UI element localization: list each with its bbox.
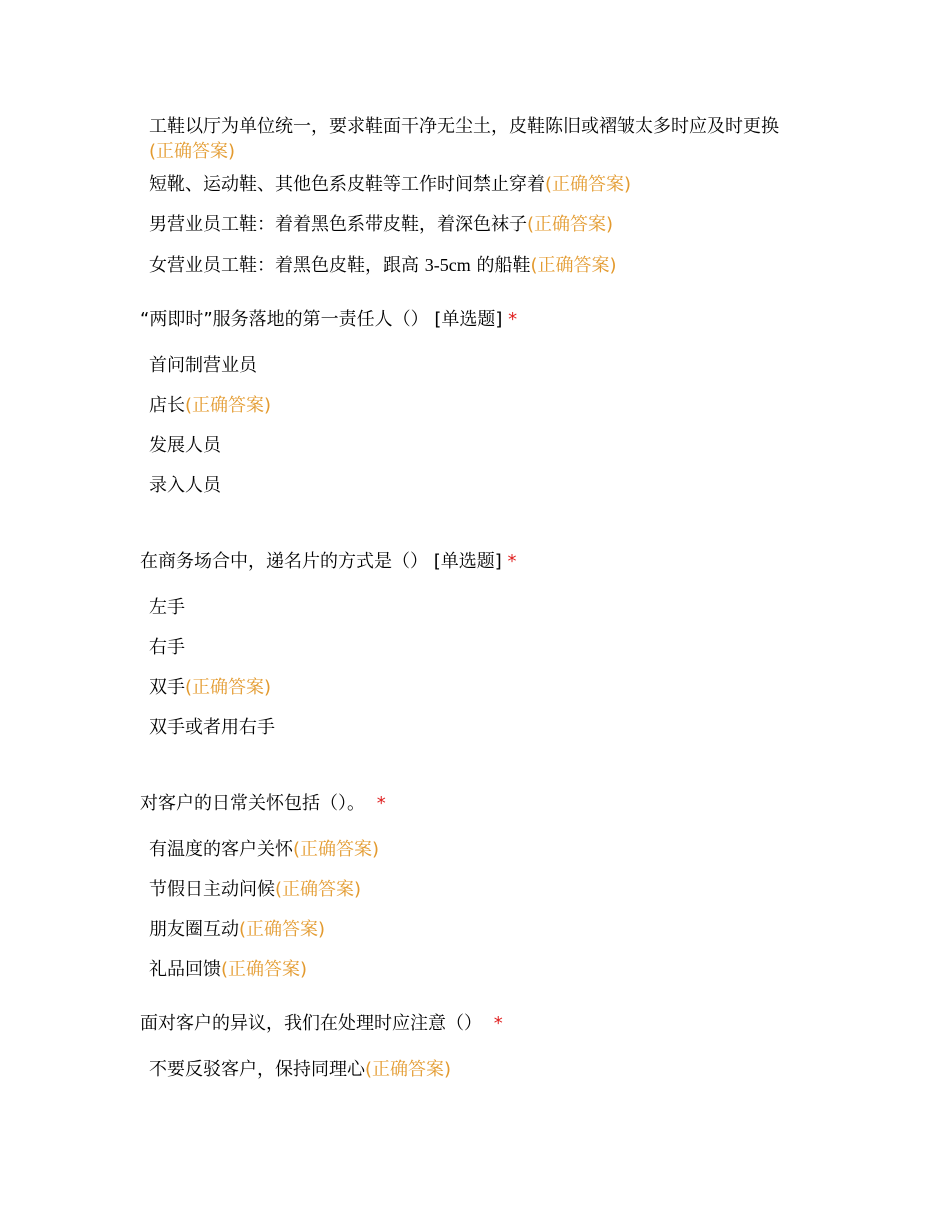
option-text: 不要反驳客户，保持同理心 [149, 1059, 365, 1080]
question-type: [单选题] [434, 309, 503, 330]
question-title [140, 308, 517, 332]
correct-answer-marker: (正确答案) [221, 959, 308, 980]
option-item [149, 394, 271, 418]
option-text: 礼品回馈 [149, 959, 221, 980]
option-text: 首问制营业员 [149, 355, 257, 376]
option-item [149, 474, 221, 498]
option-text: 有温度的客户关怀 [149, 839, 293, 860]
option-item [149, 838, 379, 862]
question-type: [单选题] [433, 551, 502, 572]
option-item [149, 354, 257, 378]
required-asterisk: * [507, 551, 517, 572]
required-asterisk: * [493, 1013, 503, 1034]
option-item [149, 140, 235, 164]
option-text: 发展人员 [149, 435, 221, 456]
option-text: 录入人员 [149, 475, 221, 496]
option-text: 短靴、运动鞋、其他色系皮鞋等工作时间禁止穿着 [149, 174, 545, 195]
option-item [149, 676, 271, 700]
correct-answer-marker: (正确答案) [185, 677, 272, 698]
question-text: 在商务场合中，递名片的方式是（） [140, 551, 428, 572]
question-text: 对客户的日常关怀包括（）。 [140, 793, 365, 814]
option-item [149, 434, 221, 458]
option-item [149, 958, 307, 982]
option-item [149, 716, 275, 740]
option-item [149, 115, 779, 139]
question-title [140, 550, 517, 574]
question-title [140, 1012, 503, 1036]
option-text: 工鞋以厅为单位统一，要求鞋面干净无尘土，皮鞋陈旧或褶皱太多时应及时更换 [149, 116, 779, 137]
option-item [149, 213, 613, 237]
correct-answer-marker: (正确答案) [527, 214, 614, 235]
option-text: 节假日主动问候 [149, 879, 275, 900]
option-item [149, 878, 361, 902]
option-text: 朋友圈互动 [149, 919, 239, 940]
correct-answer-marker: (正确答案) [239, 919, 326, 940]
option-item [149, 1058, 451, 1082]
required-asterisk: * [376, 793, 386, 814]
correct-answer-marker: (正确答案) [530, 255, 617, 276]
option-item [149, 636, 185, 660]
option-text: 的船鞋 [470, 255, 531, 276]
option-item [149, 596, 185, 620]
required-asterisk: * [508, 309, 518, 330]
correct-answer-marker: (正确答案) [185, 395, 272, 416]
option-item [149, 918, 325, 942]
option-text: 左手 [149, 597, 185, 618]
correct-answer-marker: (正确答案) [545, 174, 632, 195]
option-text: 男营业员工鞋：着着黑色系带皮鞋，着深色袜子 [149, 214, 527, 235]
correct-answer-marker: (正确答案) [275, 879, 362, 900]
option-item [149, 173, 631, 197]
correct-answer-marker: (正确答案) [293, 839, 380, 860]
option-text: 女营业员工鞋：着黑色皮鞋，跟高 [149, 255, 425, 276]
option-text: 双手或者用右手 [149, 717, 275, 738]
option-text: 店长 [149, 395, 185, 416]
option-item [149, 253, 617, 278]
option-text: 双手 [149, 677, 185, 698]
option-text: 3-5cm [424, 255, 471, 275]
correct-answer-marker: (正确答案) [365, 1059, 452, 1080]
correct-answer-marker: (正确答案) [149, 141, 236, 162]
question-text: “两即时”服务落地的第一责任人（） [140, 309, 429, 330]
option-text: 右手 [149, 637, 185, 658]
question-title [140, 792, 386, 816]
question-text: 面对客户的异议，我们在处理时应注意（） [140, 1013, 482, 1034]
